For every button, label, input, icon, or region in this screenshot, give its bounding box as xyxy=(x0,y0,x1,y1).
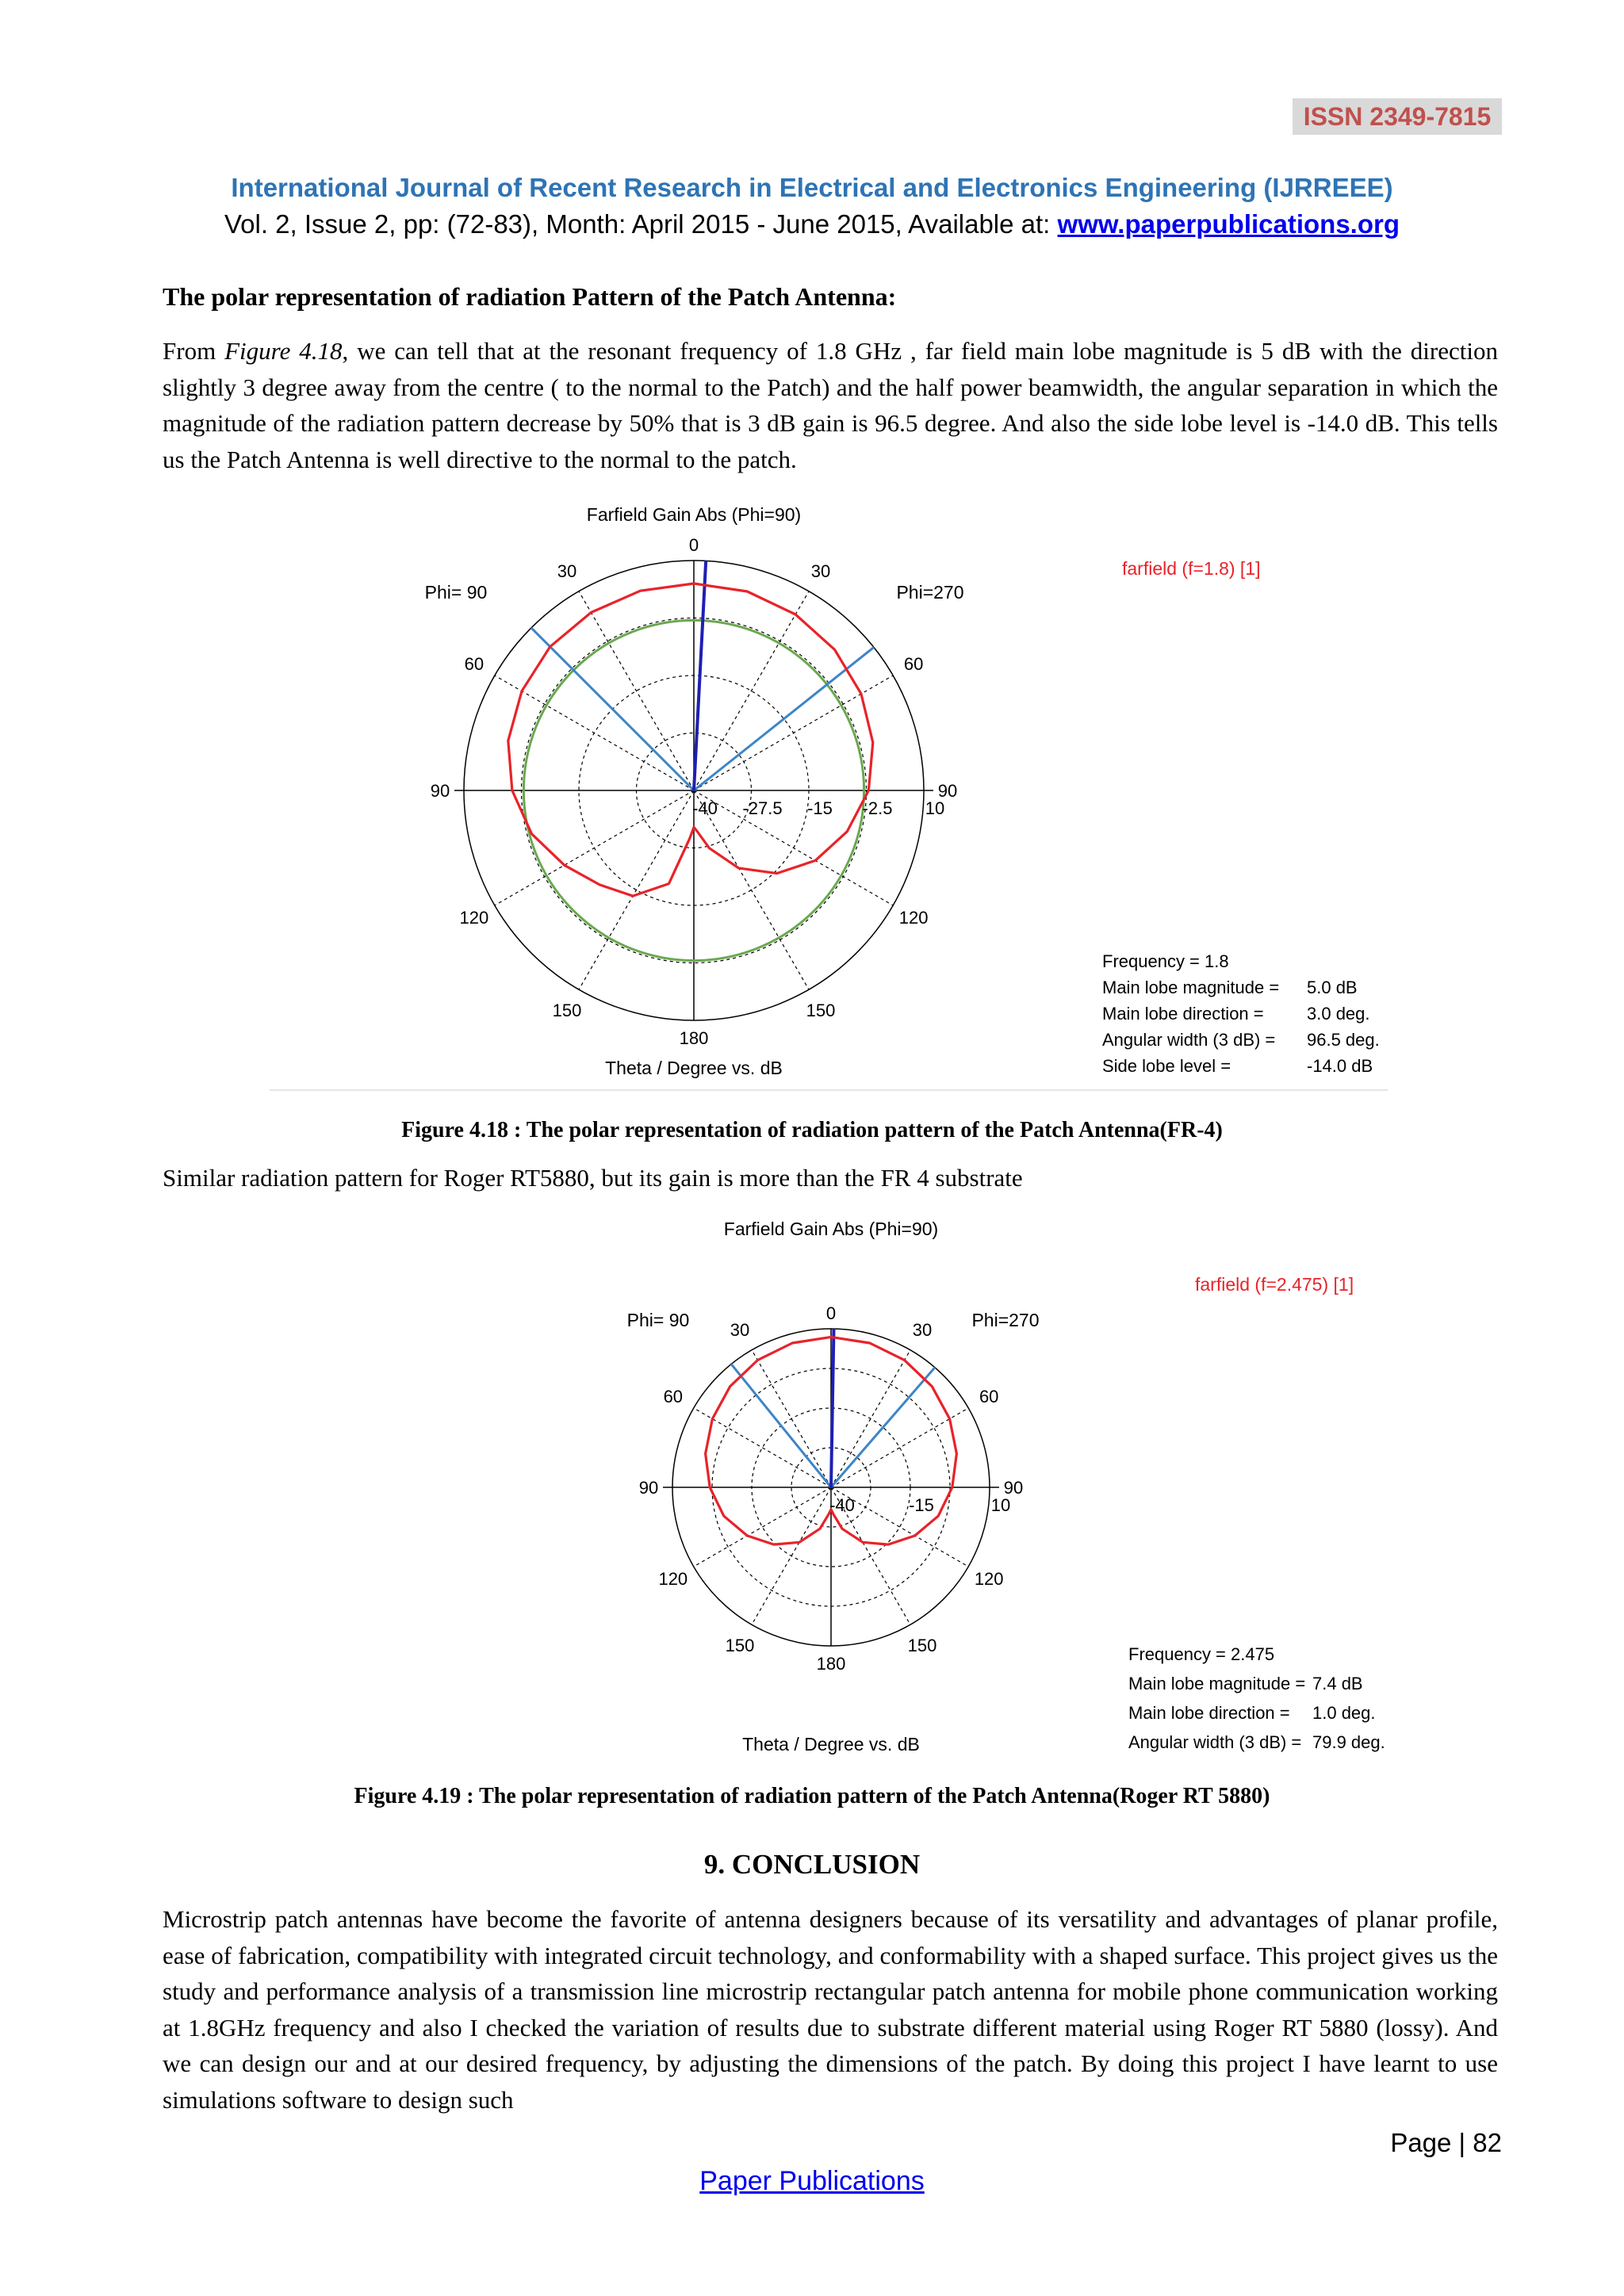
readout-label: Main lobe direction = xyxy=(1102,1004,1264,1024)
chart-readout xyxy=(1128,1644,1385,1752)
readout-label: Angular width (3 dB) = xyxy=(1102,1030,1276,1050)
conclusion-paragraph: Microstrip patch antennas have become the favorite of antenna designers because of its versatility and advantages of planar profile, ease of fabrication, compatibility with integrated circuit technology, and conformability with a shaped surface. This project gives us the study and performance analysis of a transmission line microstrip rectangular patch antenna for mobile phone communication working at 1.8GHz frequency and also I checked the variation of results due to substrate different material using Roger RT 5880 (lossy). And we can design our and at our desired frequency, by adjusting the dimensions of the patch. By doing this project I have learnt to use simulations software to design such xyxy=(163,1905,1498,2114)
section-heading: The polar representation of radiation Pattern of the Patch Antenna: xyxy=(163,282,897,311)
angle-tick-right: 90 xyxy=(937,781,958,801)
chart-title: Farfield Gain Abs (Phi=90) xyxy=(723,1219,939,1239)
readout-value: 1.0 deg. xyxy=(1312,1703,1376,1723)
chart-readout xyxy=(1102,951,1380,1076)
radial-tick: -2.5 xyxy=(862,798,893,818)
readout-label: Main lobe magnitude = xyxy=(1128,1674,1306,1693)
intro-start: From xyxy=(163,337,225,365)
radial-tick: -27.5 xyxy=(742,798,783,818)
figure-caption-4-19: Figure 4.19 : The polar representation of radiation pattern of the Patch Antenna(Roger RT 5880) xyxy=(354,1784,1270,1808)
grid-spoke xyxy=(752,1487,831,1624)
journal-info-text: Vol. 2, Issue 2, pp: (72-83), Month: April 2015 - June 2015, Available at: xyxy=(224,209,1058,239)
grid-spoke xyxy=(831,1408,968,1487)
readout-label: Main lobe direction = xyxy=(1128,1703,1290,1723)
angle-tick-right: 150 xyxy=(907,1636,937,1656)
radial-tick: -40 xyxy=(829,1495,855,1515)
angle-tick-right: 120 xyxy=(898,908,929,928)
grid-spoke xyxy=(831,1350,910,1487)
angle-tick-left: 60 xyxy=(663,1387,684,1406)
angle-tick-right: 60 xyxy=(979,1387,999,1406)
phi-left-label: Phi= 90 xyxy=(626,1310,690,1330)
chart-legend: farfield (f=1.8) [1] xyxy=(1122,558,1261,579)
angle-tick-left: 60 xyxy=(464,654,485,674)
angle-tick-right: 30 xyxy=(810,561,831,581)
beam-line-1 xyxy=(731,1364,831,1487)
angle-tick-bottom: 180 xyxy=(816,1654,846,1674)
angle-tick-left: 30 xyxy=(557,561,577,581)
radial-tick: -40 xyxy=(692,798,718,818)
figure-caption-4-18: Figure 4.18 : The polar representation of radiation pattern of the Patch Antenna(FR-4) xyxy=(401,1118,1223,1142)
footer-publisher-link[interactable]: Paper Publications xyxy=(699,2166,925,2196)
intro-paragraph xyxy=(163,333,1498,477)
radial-tick: -15 xyxy=(909,1495,934,1515)
phi-right-label: Phi=270 xyxy=(971,1310,1040,1330)
chart-legend: farfield (f=2.475) [1] xyxy=(1195,1274,1354,1295)
grid-spoke xyxy=(752,1350,831,1487)
journal-info xyxy=(0,209,1624,239)
angle-tick-top: 0 xyxy=(825,1303,837,1323)
pattern-curve-1 xyxy=(508,584,873,896)
readout-label: Frequency = 1.8 xyxy=(1102,951,1229,971)
angle-tick-right: 120 xyxy=(974,1569,1004,1589)
figure-reference: Figure 4.18 xyxy=(224,337,343,365)
readout-value: 5.0 dB xyxy=(1307,978,1358,997)
angle-tick-right: 90 xyxy=(1003,1478,1024,1498)
readout-value: 7.4 dB xyxy=(1312,1674,1363,1693)
issn-badge: ISSN 2349-7815 xyxy=(1293,98,1502,135)
angle-tick-right: 150 xyxy=(806,1001,836,1021)
phi-left-label: Phi= 90 xyxy=(424,582,488,603)
readout-label: Side lobe level = xyxy=(1102,1056,1231,1076)
angle-tick-left: 90 xyxy=(430,781,450,801)
chart-xlabel: Theta / Degree vs. dB xyxy=(605,1058,783,1078)
readout-value: -14.0 dB xyxy=(1307,1056,1373,1076)
grid-spoke xyxy=(694,1408,831,1487)
phi-right-label: Phi=270 xyxy=(896,582,964,603)
chart-title: Farfield Gain Abs (Phi=90) xyxy=(586,504,802,525)
angle-tick-left: 120 xyxy=(658,1569,688,1589)
journal-title: International Journal of Recent Research in Electrical and Electronics Engineering (IJRREEE) xyxy=(231,173,1393,202)
radial-tick: 10 xyxy=(925,798,945,818)
polar-marks xyxy=(508,561,874,960)
angle-tick-top: 0 xyxy=(688,535,699,555)
angle-tick-left: 90 xyxy=(638,1478,659,1498)
readout-value: 3.0 deg. xyxy=(1307,1004,1370,1024)
beam-line-1 xyxy=(531,628,694,790)
page-number: Page | 82 xyxy=(1390,2128,1502,2157)
beam-line-2 xyxy=(831,1368,935,1487)
angle-tick-right: 60 xyxy=(903,654,924,674)
readout-label: Angular width (3 dB) = xyxy=(1128,1732,1302,1752)
polar-chart-rt5880 xyxy=(603,1211,1396,1766)
main-direction-line xyxy=(694,561,706,790)
radial-tick: -15 xyxy=(807,798,833,818)
readout-value: 79.9 deg. xyxy=(1312,1732,1385,1752)
conclusion-heading: 9. CONCLUSION xyxy=(703,1849,921,1880)
readout-label: Main lobe magnitude = xyxy=(1102,978,1280,997)
angle-tick-left: 30 xyxy=(730,1319,750,1340)
between-text: Similar radiation pattern for Roger RT5880, but its gain is more than the FR 4 substrate xyxy=(163,1164,1023,1192)
angle-tick-right: 30 xyxy=(912,1319,933,1340)
intro-rest: , we can tell that at the resonant frequency of 1.8 GHz , far field main lobe magnitude is 5 dB with the direction slightly 3 degree away from the centre ( to the normal to the Patch) and the half power beamwidth, the angular separation in which the magnitude of the radiation pattern decrease by 50% that is 3 dB gain is 96.5 degree. And also the side lobe level is -14.0 dB. This tells us the Patch Antenna is well directive to the normal to the patch. xyxy=(163,337,1498,473)
journal-website-link[interactable]: www.paperpublications.org xyxy=(1057,209,1400,239)
polar-chart-fr4 xyxy=(270,488,1396,1098)
radial-tick: 10 xyxy=(990,1495,1011,1515)
angle-tick-left: 150 xyxy=(552,1001,582,1021)
angle-tick-left: 120 xyxy=(459,908,489,928)
angle-tick-bottom: 180 xyxy=(679,1028,709,1048)
readout-label: Frequency = 2.475 xyxy=(1128,1644,1275,1664)
chart-xlabel: Theta / Degree vs. dB xyxy=(742,1734,920,1755)
readout-value: 96.5 deg. xyxy=(1307,1030,1380,1050)
angle-tick-left: 150 xyxy=(725,1636,755,1656)
